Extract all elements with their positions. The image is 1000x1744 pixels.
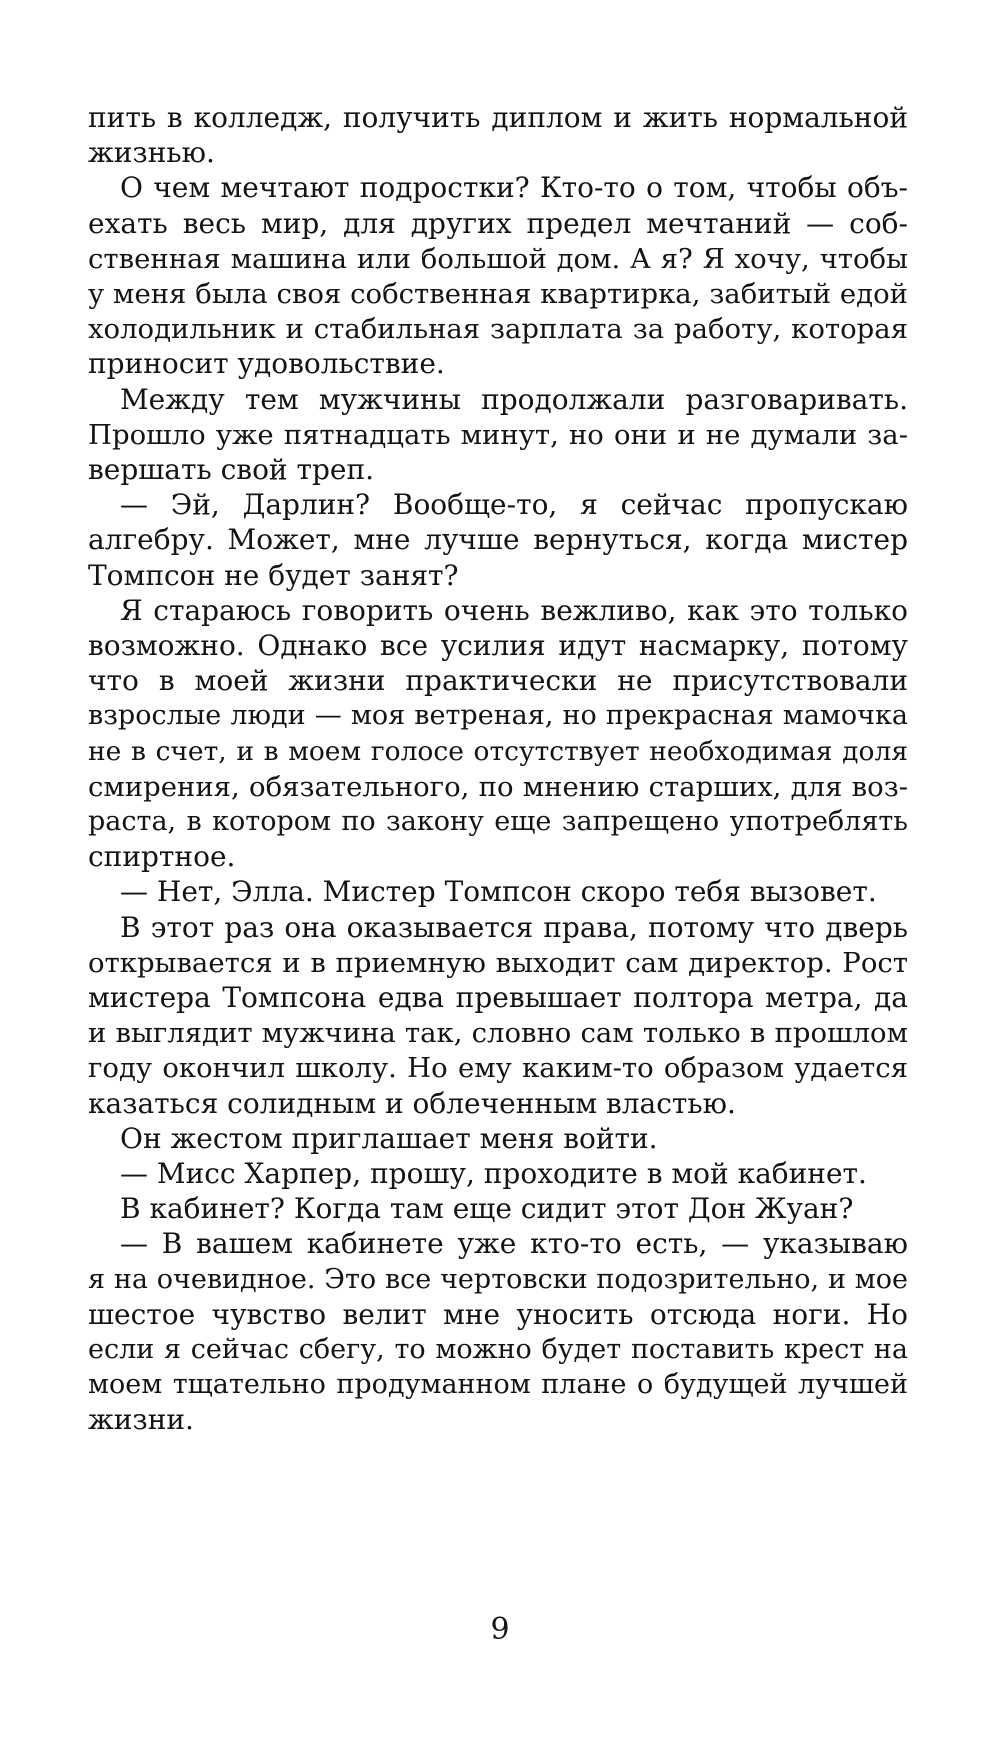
text-line: пить в колледж, получить диплом и жить нормальной <box>88 101 908 134</box>
text-line: Я стараюсь говорить очень вежливо, как это только <box>120 593 908 627</box>
page-number: 9 <box>490 1612 510 1647</box>
text-line: — Нет, Элла. Мистер Томпсон скоро тебя вызовет. <box>120 875 877 909</box>
text-line: — В вашем кабинете уже кто-то есть, — указываю <box>120 1227 908 1261</box>
text-line: В кабинет? Когда там еще сидит этот Дон Жуан? <box>120 1192 854 1226</box>
text-line: В этот раз она оказывается права, потому что дверь <box>120 910 908 944</box>
text-line: О чем мечтают подростки? Кто-то о том, чтобы объ- <box>120 171 908 205</box>
text-line: возможно. Однако все усилия идут насмарку, потому <box>88 629 908 662</box>
text-line: шестое чувство велит мне уносить отсюда ноги. Но <box>88 1297 908 1331</box>
text-line: вершать свой треп. <box>88 453 375 486</box>
text-line: — Мисс Харпер, прошу, проходите в мой кабинет. <box>120 1157 867 1190</box>
text-line: казаться солидным и облеченным властью. <box>88 1086 736 1120</box>
text-line: у меня была своя собственная квартирка, забитый едой <box>88 278 908 310</box>
text-line: — Эй, Дарлин? Вообще-то, я сейчас пропускаю <box>120 488 908 522</box>
text-line: моем тщательно продуманном плане о будущей лучшей <box>88 1369 908 1401</box>
text-line: не в счет, и в моем голосе отсутствует необходимая доля <box>88 735 908 767</box>
text-line: смирения, обязательного, по мнению старших, для воз- <box>88 770 908 803</box>
text-line: что в моей жизни практически не присутствовали <box>88 664 908 698</box>
text-line: мистера Томпсона едва превышает полтора метра, да <box>88 981 908 1014</box>
text-line: году окончил школу. Но ему каким-то образом удается <box>88 1052 908 1085</box>
text-line: я на очевидное. Это все чертовски подозрительно, и мое <box>88 1263 908 1295</box>
text-line: холодильник и стабильная зарплата за работу, которая <box>88 313 908 346</box>
text-line: приносит удовольствие. <box>88 347 445 381</box>
text-line: взрослые люди — моя ветреная, но прекрасная мамочка <box>88 700 908 732</box>
text-line: раста, в котором по закону еще запрещено употреблять <box>88 806 908 837</box>
text-line: Между тем мужчины продолжали разговаривать. <box>120 382 908 416</box>
text-line: Томпсон не будет занят? <box>88 558 459 592</box>
text-line: Он жестом приглашает меня войти. <box>120 1121 658 1155</box>
text-line: жизнью. <box>88 136 215 170</box>
text-line: жизни. <box>88 1403 194 1437</box>
text-line: Прошло уже пятнадцать минут, но они и не думали за- <box>88 418 908 451</box>
text-line: спиртное. <box>88 840 236 874</box>
text-line: ственная машина или большой дом. А я? Я хочу, чтобы <box>88 242 908 275</box>
text-line: если я сейчас сбегу, то можно будет поставить крест на <box>88 1334 908 1365</box>
text-line: открывается и в приемную выходит сам директор. Рост <box>88 946 908 979</box>
text-line: ехать весь мир, для других предел мечтаний — соб- <box>88 206 908 240</box>
text-line: и выглядит мужчина так, словно сам только в прошлом <box>88 1017 908 1050</box>
book-page-text <box>88 98 908 1658</box>
text-line: алгебру. Может, мне лучше вернуться, когда мистер <box>88 523 908 557</box>
